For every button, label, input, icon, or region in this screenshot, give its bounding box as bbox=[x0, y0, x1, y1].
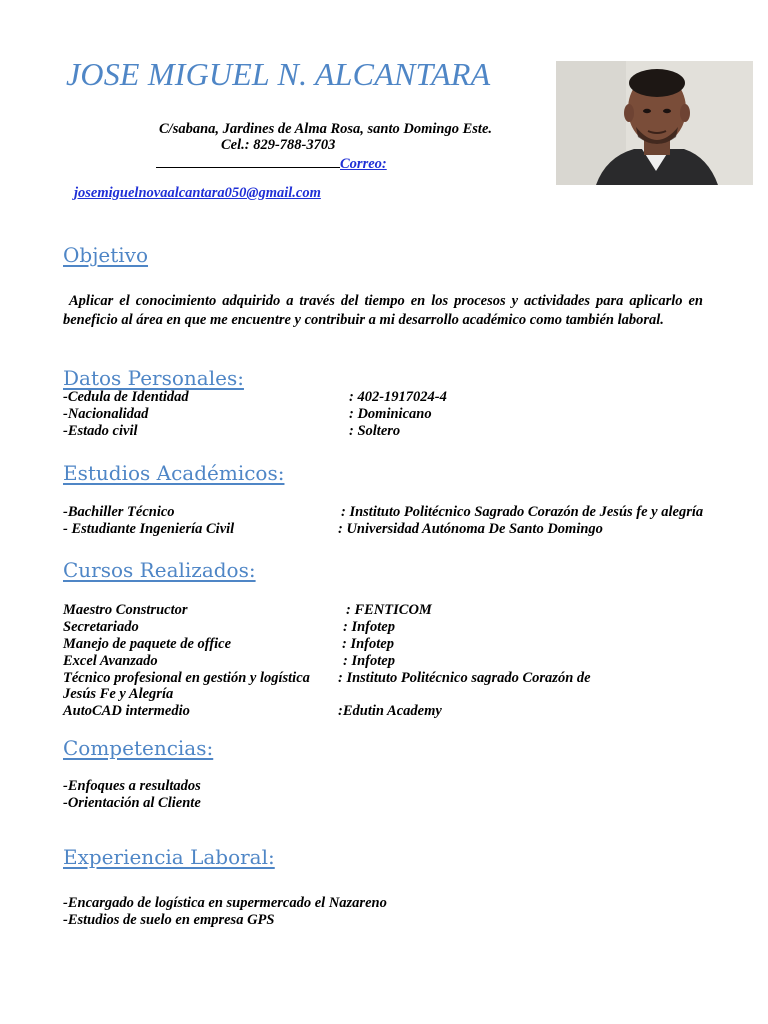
personal-label: -Cedula de Identidad bbox=[63, 389, 189, 405]
course-value: : Infotep bbox=[343, 619, 395, 635]
studies-label: - Estudiante Ingeniería Civil bbox=[63, 521, 235, 537]
phone: Cel.: 829-788-3703 bbox=[221, 137, 336, 153]
course-label: Jesús Fe y Alegría bbox=[63, 686, 174, 702]
course-value: : Infotep bbox=[342, 636, 394, 652]
email-label: Correo: bbox=[340, 156, 387, 172]
profile-photo bbox=[556, 61, 753, 185]
personal-value: : Dominicano bbox=[349, 406, 432, 422]
studies-label: -Bachiller Técnico bbox=[63, 504, 175, 520]
objective-text: Aplicar el conocimiento adquirido a través del tiempo en los procesos y actividades para aplicarlo en beneficio al área en que me encuentre y contribuir a mi desarrollo académico como también laboral. bbox=[63, 293, 703, 328]
email-label-line bbox=[156, 154, 387, 173]
course-value: :Edutin Academy bbox=[338, 703, 442, 719]
heading-courses: Cursos Realizados: bbox=[63, 558, 256, 582]
course-label: Excel Avanzado bbox=[63, 653, 158, 669]
personal-label: -Estado civil bbox=[63, 423, 138, 439]
course-value: : Infotep bbox=[343, 653, 395, 669]
email-line bbox=[74, 185, 663, 202]
heading-objective: Objetivo bbox=[63, 243, 149, 267]
course-label: AutoCAD intermedio bbox=[63, 703, 190, 719]
course-label: Técnico profesional en gestión y logística bbox=[63, 670, 310, 686]
studies-value: : Instituto Politécnico Sagrado Corazón de Jesús fe y alegría bbox=[341, 504, 704, 520]
course-value: : Instituto Politécnico sagrado Corazón de bbox=[338, 670, 591, 686]
person-photo-icon bbox=[556, 61, 753, 185]
heading-personal: Datos Personales: bbox=[63, 366, 244, 390]
personal-value: : 402-1917024-4 bbox=[349, 389, 447, 405]
experience-item: -Estudios de suelo en empresa GPS bbox=[63, 912, 275, 928]
underline-blank bbox=[156, 154, 340, 168]
course-label: Secretariado bbox=[63, 619, 139, 635]
heading-studies: Estudios Académicos: bbox=[63, 461, 285, 485]
course-label: Manejo de paquete de office bbox=[63, 636, 232, 652]
course-label: Maestro Constructor bbox=[63, 602, 188, 618]
studies-value: : Universidad Autónoma De Santo Domingo bbox=[338, 521, 603, 537]
experience-item: -Encargado de logística en supermercado el Nazareno bbox=[63, 895, 387, 911]
competency-item: -Enfoques a resultados bbox=[63, 778, 201, 794]
course-value: : FENTICOM bbox=[346, 602, 432, 618]
address: C/sabana, Jardines de Alma Rosa, santo Domingo Este. bbox=[159, 121, 493, 137]
heading-experience: Experiencia Laboral: bbox=[63, 845, 275, 869]
heading-competencies: Competencias: bbox=[63, 736, 214, 760]
personal-label: -Nacionalidad bbox=[63, 406, 149, 422]
competency-item: -Orientación al Cliente bbox=[63, 795, 201, 811]
personal-value: : Soltero bbox=[349, 423, 401, 439]
email-link[interactable]: josemiguelnovaalcantara050@gmail.com bbox=[74, 185, 321, 201]
candidate-name: JOSE MIGUEL N. ALCANTARA bbox=[66, 56, 491, 92]
